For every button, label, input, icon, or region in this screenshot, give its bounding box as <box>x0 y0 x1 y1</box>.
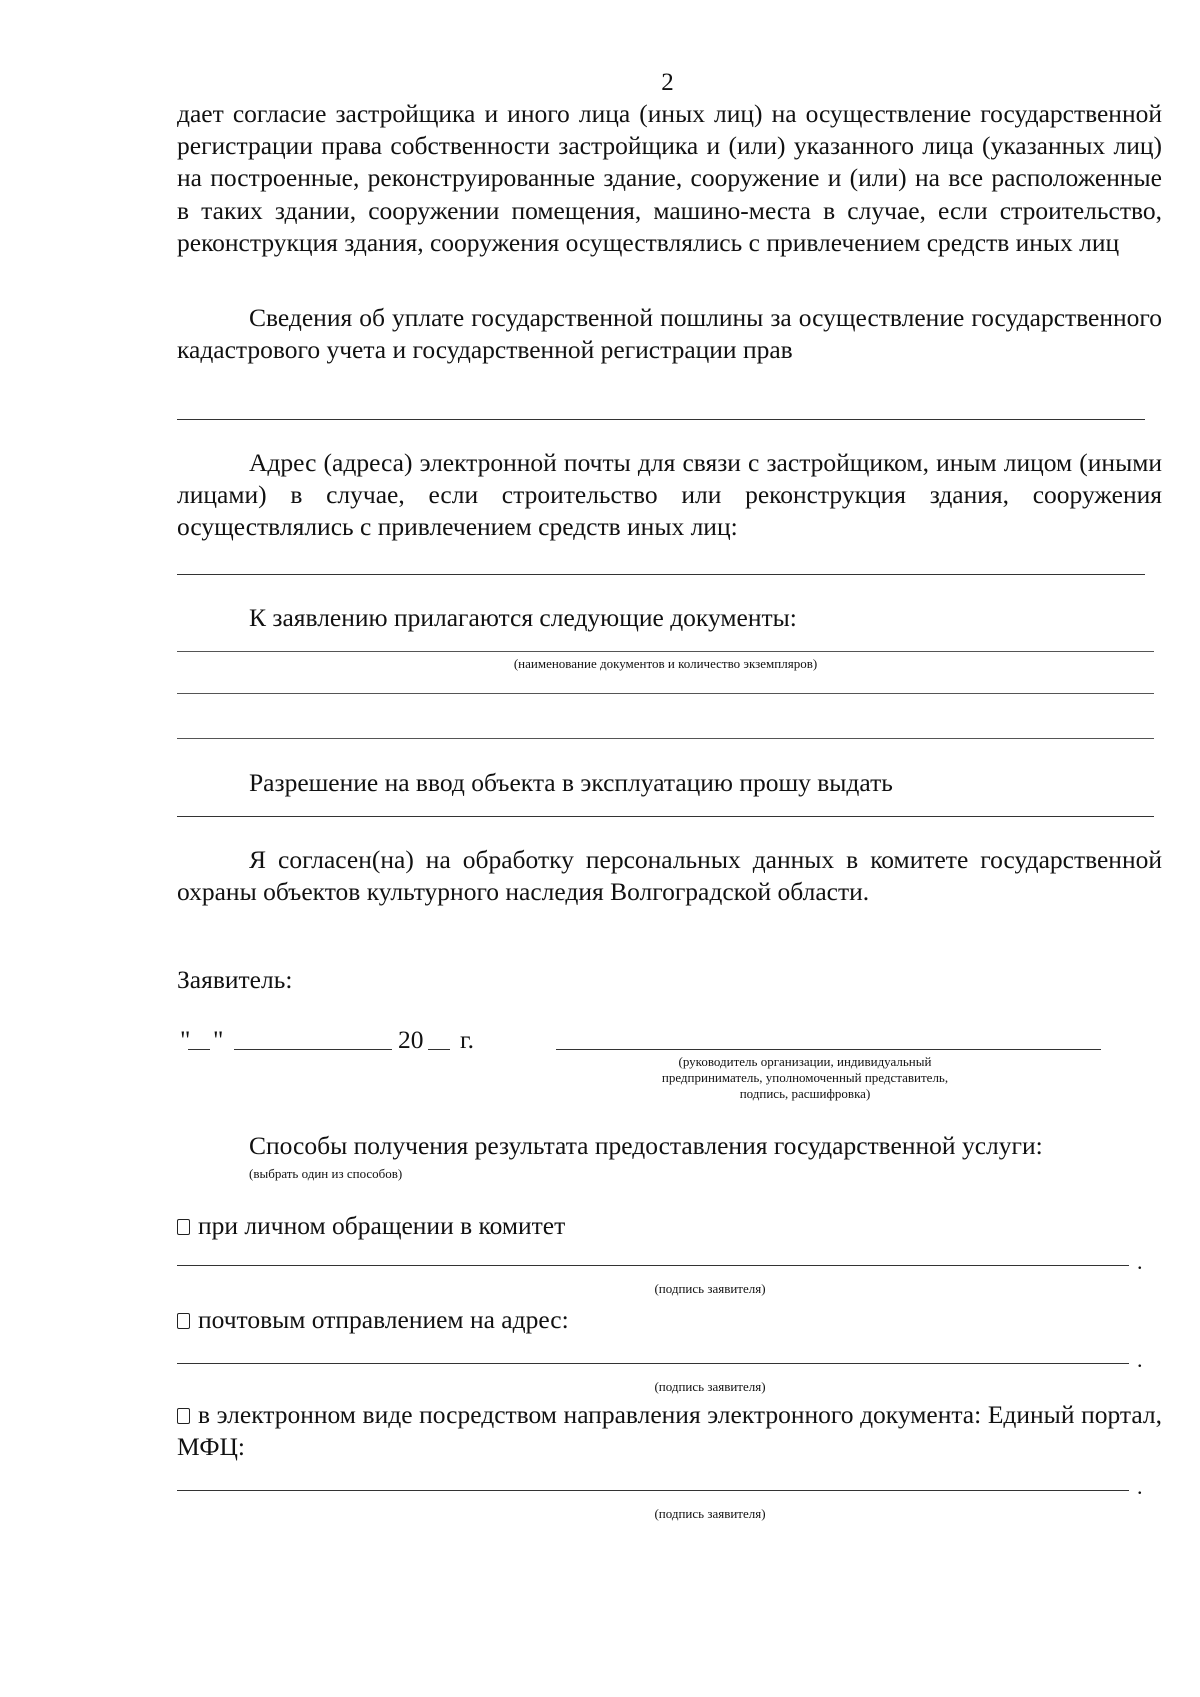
electronic-line-end: . <box>1137 1474 1143 1499</box>
date-year-blank <box>428 1049 450 1050</box>
email-blank-line <box>177 574 1145 575</box>
in-person-label: при личном обращении в комитет <box>198 1211 566 1240</box>
electronic-label: в электронном виде посредством направления электронного документа: Единый портал, МФЦ: <box>177 1400 1162 1462</box>
applicant-label: Заявитель: <box>177 965 293 994</box>
delivery-heading: Способы получения результата предоставления государственной услуги: <box>249 1131 1043 1160</box>
mail-line-end: . <box>1137 1347 1143 1372</box>
mail-signature-caption: (подпись заявителя) <box>654 1379 766 1394</box>
delivery-option-in-person[interactable] <box>177 1210 565 1242</box>
in-person-signature-caption: (подпись заявителя) <box>654 1281 766 1296</box>
attachments-line-2 <box>177 693 1154 694</box>
attachments-caption: (наименование документов и количество экземпляров) <box>513 656 818 671</box>
applicant-signature-caption: (руководитель организации, индивидуальный предприниматель, уполномоченный представитель, подпись, расшифровка) <box>661 1054 949 1101</box>
permit-blank-line <box>177 816 1154 817</box>
in-person-signature-line <box>177 1265 1129 1266</box>
email-paragraph: Адрес (адреса) электронной почты для связи с застройщиком, иным лицом (иными лицами) в случае, если строительство или реконструкция здания, сооружения осуществлялись с привлечением средств иных лиц: <box>177 448 1162 542</box>
page-number: 2 <box>661 69 674 96</box>
personal-data-consent: Я согласен(на) на обработку персональных данных в комитете государственной охраны объектов культурного наследия Волгоградской области. <box>177 845 1162 907</box>
date-day-blank <box>188 1049 210 1050</box>
date-quote-open: " <box>180 1025 191 1054</box>
permit-request: Разрешение на ввод объекта в эксплуатацию прошу выдать <box>249 768 893 797</box>
delivery-option-electronic[interactable] <box>177 1399 1162 1463</box>
date-year-suffix: г. <box>460 1025 474 1054</box>
mail-label: почтовым отправлением на адрес: <box>198 1305 569 1334</box>
attachments-heading: К заявлению прилагаются следующие документы: <box>249 603 797 632</box>
mail-checkbox[interactable] <box>177 1313 190 1329</box>
mail-signature-line <box>177 1363 1129 1364</box>
delivery-option-mail[interactable] <box>177 1304 569 1336</box>
in-person-line-end: . <box>1137 1249 1143 1274</box>
attachments-line-1 <box>177 651 1154 652</box>
consent-paragraph: дает согласие застройщика и иного лица (иных лиц) на осуществление государственной регистрации права собственности застройщика и (или) указанного лица (указанных лиц) на построенные, реконструированные здание, сооружение и (или) на все расположенные в таких здании, сооружении помещения, машино-места в случае, если строительство, реконструкция здания, сооружения осуществлялись с привлечением средств иных лиц <box>177 99 1162 257</box>
date-quote-close: " <box>213 1025 224 1054</box>
delivery-hint: (выбрать один из способов) <box>249 1166 403 1181</box>
attachments-line-3 <box>177 738 1154 739</box>
fee-paragraph: Сведения об уплате государственной пошлины за осуществление государственного кадастрового учета и государственной регистрации прав <box>177 303 1162 365</box>
electronic-signature-line <box>177 1490 1129 1491</box>
date-month-blank <box>234 1049 392 1050</box>
electronic-checkbox[interactable] <box>177 1408 190 1424</box>
applicant-signature-line <box>556 1049 1101 1050</box>
electronic-signature-caption: (подпись заявителя) <box>654 1506 766 1521</box>
date-year-prefix: 20 <box>398 1025 424 1054</box>
fee-blank-line <box>177 419 1145 420</box>
in-person-checkbox[interactable] <box>177 1219 190 1235</box>
